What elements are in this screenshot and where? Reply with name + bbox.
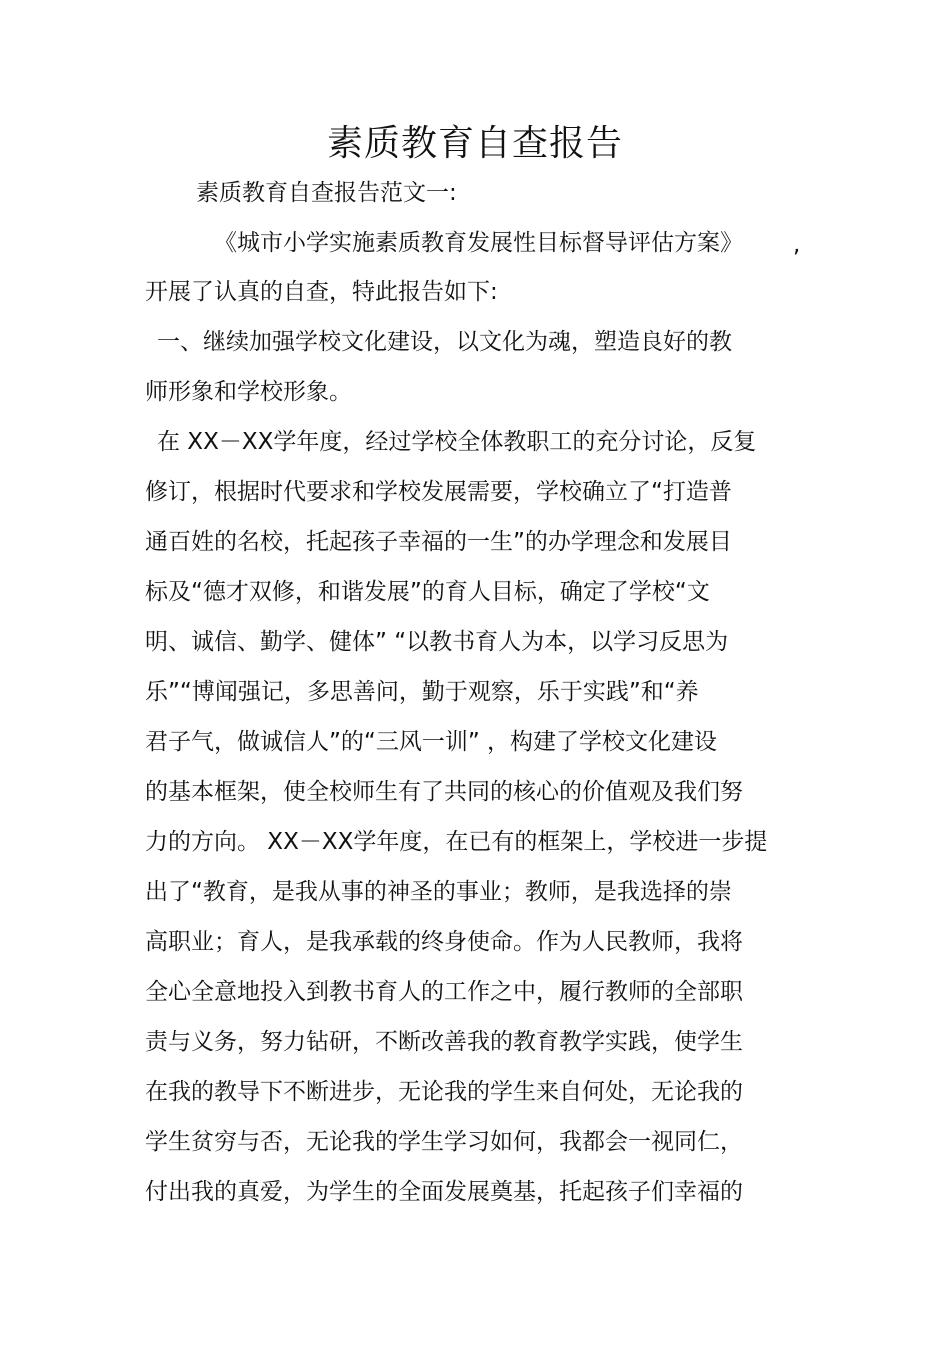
paragraph-line: 师形象和学校形象。 [145,379,352,405]
paragraph-line: 付出我的真爱，为学生的全面发展奠基，托起孩子们幸福的 [145,1179,743,1205]
paragraph-line: 《城市小学实施素质教育发展性目标督导评估方案》 [214,230,743,256]
paragraph-line: 责与义务，努力钻研，不断改善我的教育教学实践，使学生 [145,1029,743,1055]
paragraph-line: 高职业；育人，是我承载的终身使命。作为人民教师，我将 [145,929,743,955]
paragraph-line: 力的方向。 XX－XX学年度，在已有的框架上，学校进一步提 [145,829,768,855]
paragraph-line: 开展了认真的自查，特此报告如下: [145,279,498,305]
paragraph-line: 修订，根据时代要求和学校发展需要，学校确立了“打造普 [145,479,732,505]
paragraph-line: 素质教育自查报告范文一: [196,180,457,206]
paragraph-line: 全心全意地投入到教书育人的工作之中，履行教师的全部职 [145,979,743,1005]
paragraph-line: 在 XX－XX学年度，经过学校全体教职工的充分讨论，反复 [157,429,757,455]
paragraph-line: 乐”“博闻强记，多思善问，勤于观察，乐于实践”和“养 [145,679,699,705]
paragraph-line: 的基本框架，使全校师生有了共同的核心的价值观及我们努 [145,779,743,805]
paragraph-line: 标及“德才双修，和谐发展”的育人目标，确定了学校“文 [145,579,710,605]
paragraph-line: 在我的教导下不断进步，无论我的学生来自何处，无论我的 [145,1079,743,1105]
paragraph-line: 出了“教育，是我从事的神圣的事业；教师，是我选择的崇 [145,879,732,905]
paragraph-line: 君子气，做诚信人”的“三风一训” ，构建了学校文化建设 [145,729,718,755]
paragraph-line: 通百姓的名校，托起孩子幸福的一生”的办学理念和发展目 [145,529,732,555]
paragraph-line: , [793,232,801,258]
paragraph-line: 一、继续加强学校文化建设，以文化为魂，塑造良好的教 [157,329,732,355]
paragraph-line: 学生贫穷与否，无论我的学生学习如何，我都会一视同仁， [145,1129,743,1155]
document-title: 素质教育自查报告 [326,123,623,164]
paragraph-line: 明、诚信、勤学、健体” “以教书育人为本，以学习反思为 [145,629,729,655]
